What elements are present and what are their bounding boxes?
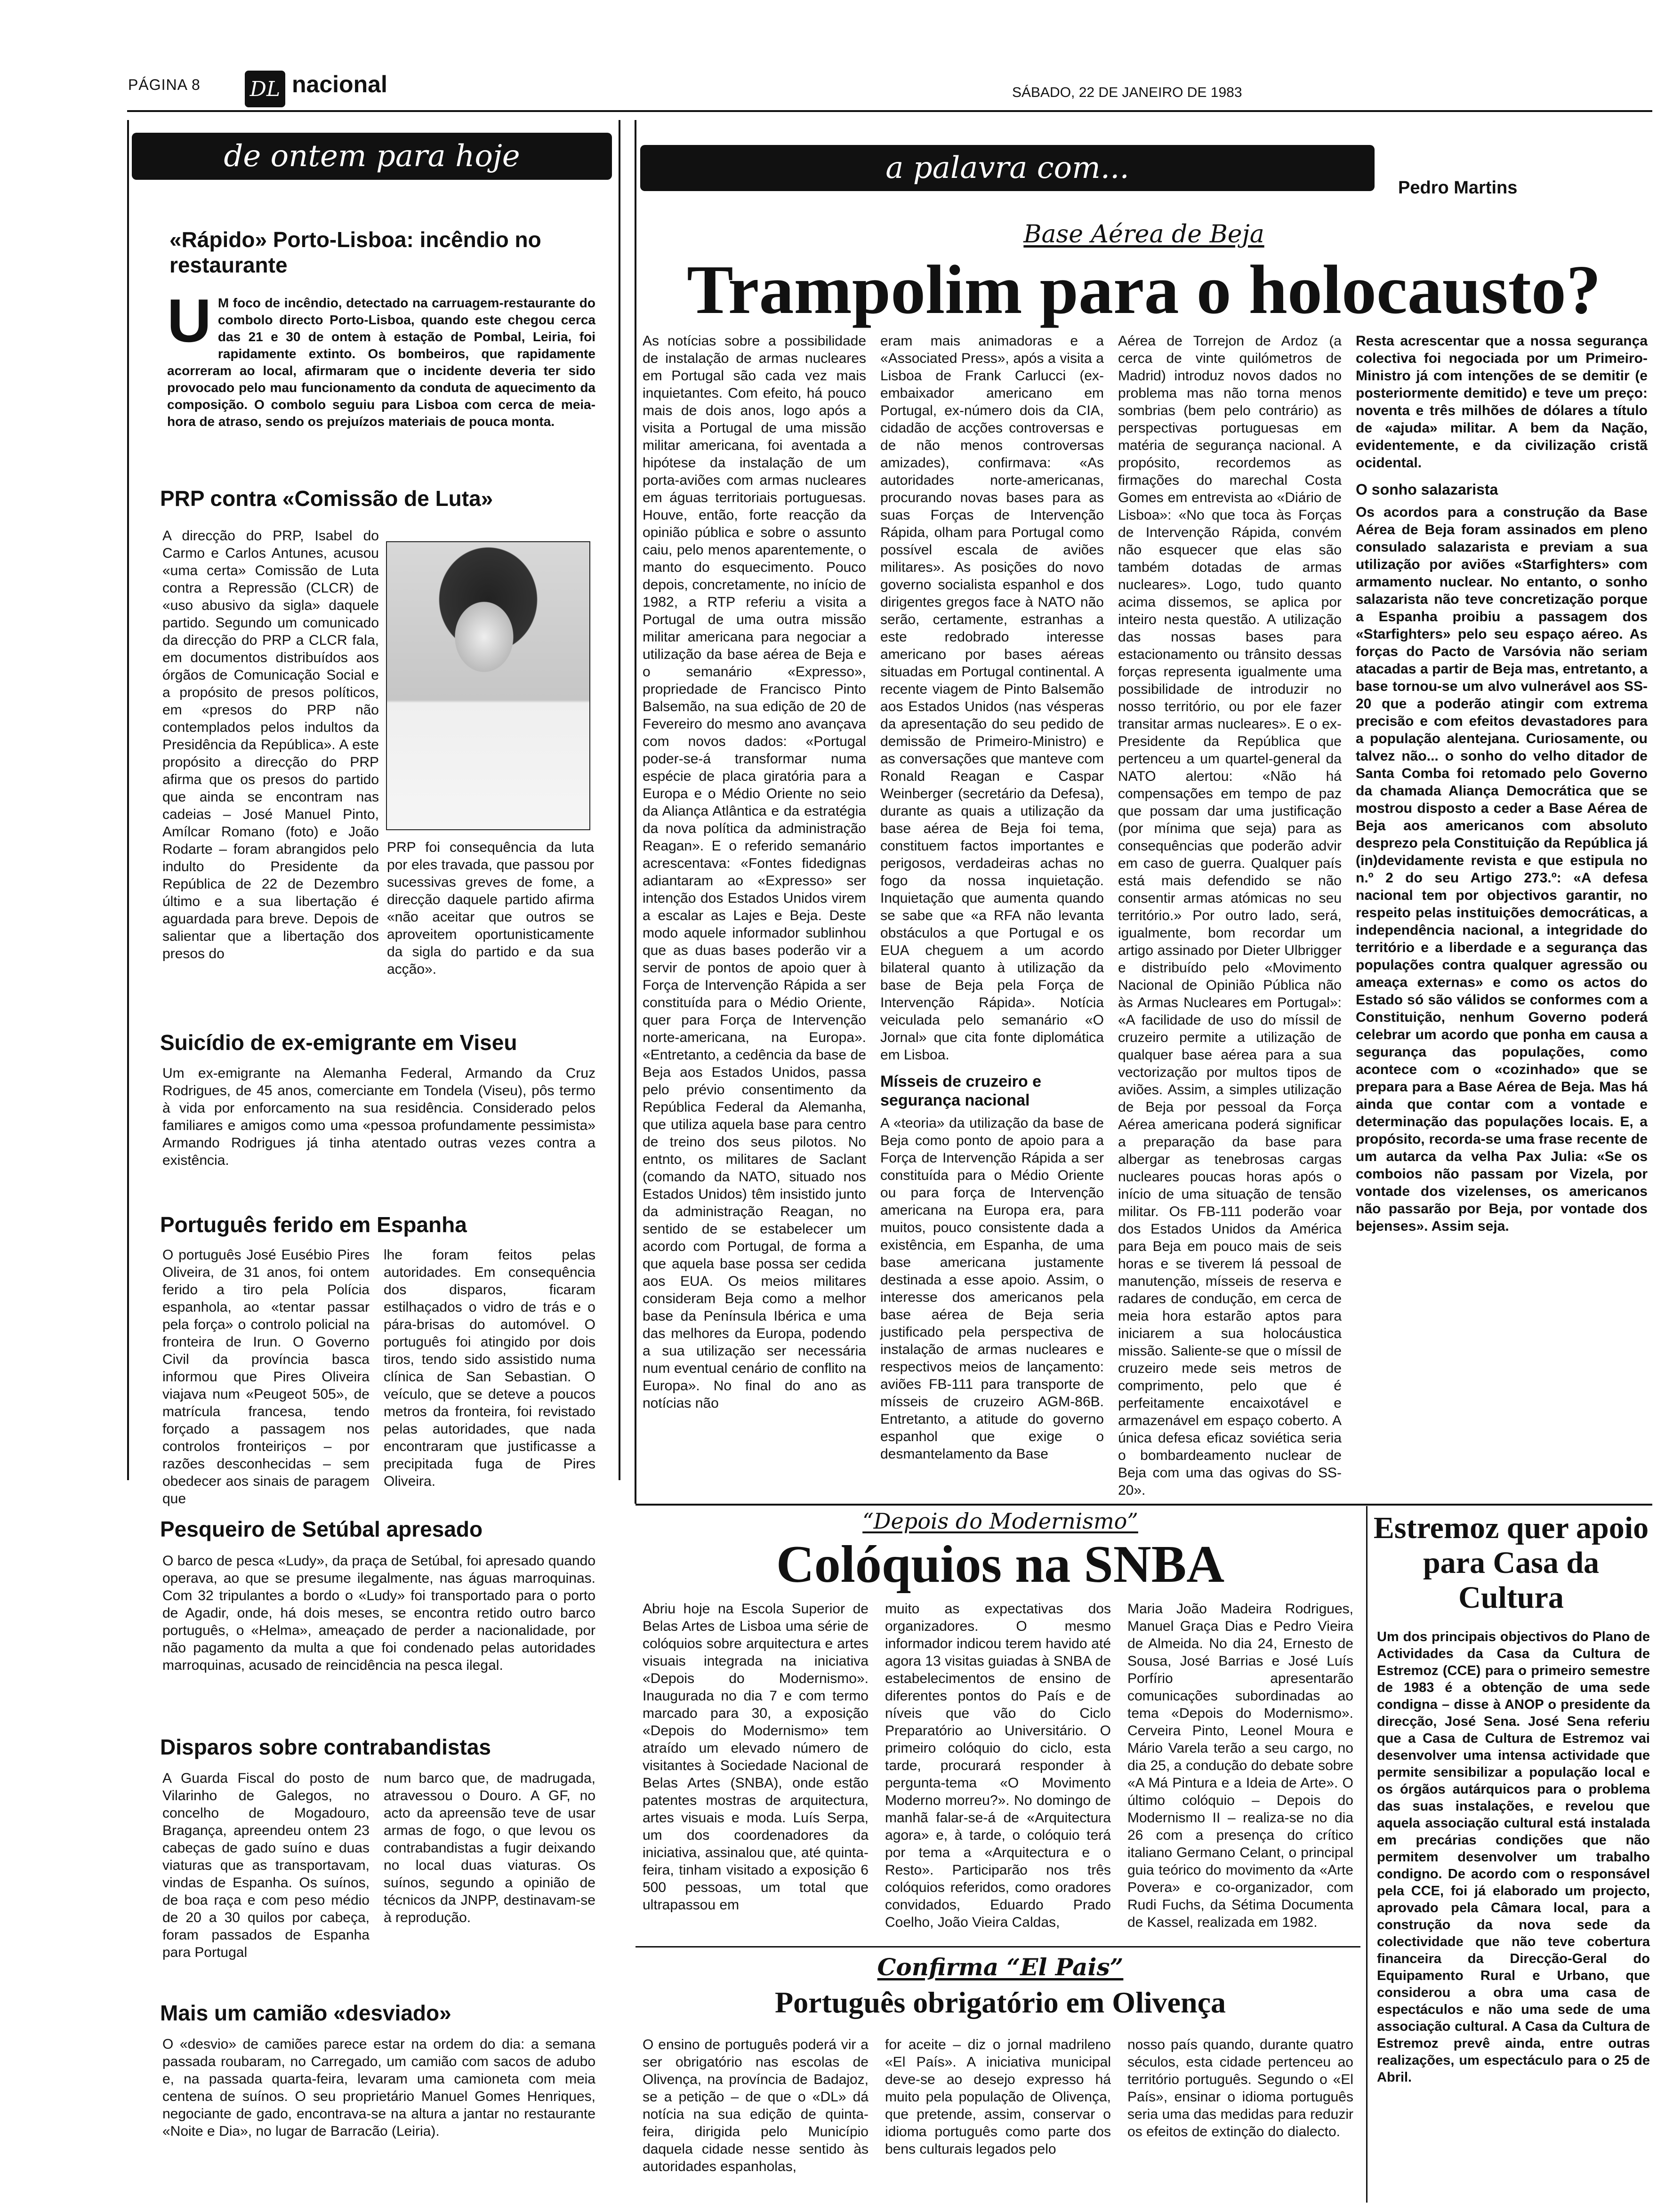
feature-col-4-text-b: Os acordos para a construção da Base Aérea de Beja foram assinados em pleno consulado salazarista e previam a sua utilização por aviões «Starfighters» com armamento nuclear. No entanto, o sonho salazarista não teve concretização porque a Espanha proibiu a passagem dos «Starfighters» pelo seu espaço aéreo. As forças do Pacto de Varsóvia não seriam atacadas a partir de Beja mas, entretanto, a base tornou-se um alvo vulnerável aos SS-20 que a poderão atingir com extrema precisão e com efeitos devastadores para a população alentejana. Curiosamente, ou talvez não... o sonho do velho ditador de Santa Comba foi retomado pelo Governo da chamada Aliança Democrática que se mostrou disposto a ceder a Base Aérea de Beja aos americanos com absoluto desprezo pela Constituição da República já (in)devidamente revista e que estipula no n.º 2 do seu Artigo 273.º: «A defesa nacional tem por objectivos garantir, no respeito pelas instituições democráticas, a independência nacional, a integridade do território e a liberdade e a segurança das populações contra qualquer agressão ou ameaça externas» e como os actos do Estado só são válidos se conformes com a Constituição, nenhum Governo poderá celebrar um acordo que ponha em causa a segurança das populações, como acontece com o «cozinhado» que se prepara para a Base Aérea de Beja. Mas há ainda que contar com a vontade e determinação das populações locais. E, a propósito, recorda-se uma frase recente de um autarca da velha Pax Julia: «Se os comboios não passam por Vizela, por vontade dos vizelenses, os americanos não passarão por Beja, por vontade dos bejenses». Assim seja. <box>1356 505 1648 1234</box>
snba-col-2: muito as expectativas dos organizadores. O mesmo informador indicou terem havido até agora 13 visitas guiadas à SNBA de estabelecimentos de ensino de diferentes pontos do País e de níveis que vão do Ciclo Preparatório ao Universitário. O primeiro colóquio do ciclo, esta tarde, procurará responder à pergunta-tema «O Movimento Moderno morreu?». No domingo de manhã falar-se-á de «Arquitectura agora» e, à tarde, o colóquio terá por tema a «Arquitectura e o Resto». Participarão nos três colóquios referidos, como oradores convidados, Eduardo Prado Coelho, João Vieira Caldas, <box>885 1601 1111 1930</box>
left-divider <box>619 120 620 1480</box>
drop-cap: U <box>167 286 211 355</box>
feature-col-3: Aérea de Torrejon de Ardoz (a cerca de vinte quilómetros de Madrid) introduz novos dados no problema mas não torna menos sombrias (bem pelo contrário) as perspectivas portuguesas em matéria de segurança nacional. A propósito, recordemos as firmações do marechal Costa Gomes em entrevista ao «Diário de Lisboa»: «No que toca às Forças de Intervenção Rápida, convém não esquecer que elas são também dotadas de armas nucleares». Logo, tudo quanto acima dissemos, se aplica por inteiro nesta questão. A utilização das nossas bases para estacionamento ou trânsito dessas forças representa igualmente uma possibilidade de introduzir no nosso território, ou por ele fazer transitar armas nucleares». E o ex-Presidente da República que pertenceu a um quartel-general da NATO alertou: «Não há compensações em tempo de paz que possam dar uma justificação (por mínima que seja) para as consequências que poderão advir em caso de guerra. Qualquer país está mais defendido se não consentir armas atómicas no seu território.» Por outro lado, será, igualmente, bom recordar um artigo assinado por Dieter Ulbrigger e distribuído pelo «Movimento Nacional de Opinião Pública não às Armas Nucleares em Portugal»: «A facilidade de uso do míssil de cruzeiro permite a utilização de qualquer base aérea para a sua vectorização por multos tipos de aviões. Assim, a simples utilização de Beja por pessoal da Força Aérea americana poderá significar a preparação da base para albergar as tenebrosas cargas nucleares poucas horas após o início de uma situação de tensão militar. Os FB-111 poderão voar dos Estados Unidos da América para Beja em pouco mais de seis horas e se tiverem lá pessoal de manutenção, mísseis de reserva e radares de condução, em cerca de meia hora estarão aptos para iniciarem a sua holocáustica missão. Saliente-se que o míssil de cruzeiro mede seis metros de comprimento, pelo que é perfeitamente encaixotável e armazenável em espaço coberto. A única defesa eficaz soviética seria o bombardeamento nuclear de Beja com uma das ogivas do SS-20». <box>1118 333 1342 1498</box>
article-title-suicide: Suicídio de ex-emigrante em Viseu <box>160 1030 517 1055</box>
article-body-spain-right: lhe foram feitos pelas autoridades. Em consequência dos disparos, ficaram estilhaçados o vidro de trás e o pára-brisas do automóvel. O português foi atingido por dois tiros, tendo sido assistido numa clínica de San Sebastian. O veículo, que se deteve a poucos metros da fronteira, foi revistado pelas autoridades, que nada encontraram que justificasse a precipitada fuga de Pires Oliveira. <box>384 1247 595 1489</box>
feature-left-rule <box>635 120 636 1504</box>
feature-kicker: Base Aérea de Beja <box>1023 220 1264 248</box>
snba-col-3: Maria João Madeira Rodrigues, Manuel Graça Dias e Pedro Vieira de Almeida. No dia 24, Ernesto de Sousa, José Barrias e José Luís Porfírio apresentarão comunicações subordinadas ao tema «Depois do Modernismo». Cerveira Pinto, Leonel Moura e Mário Varela terão a seu cargo, no dia 25, a condução do debate sobre «A Má Pintura e a Ideia de Arte». O último colóquio – Depois do Modernismo II – realiza-se no dia 26 com a presença do crítico italiano Germano Celant, o principal guia teórico do movimento da «Arte Povera» e co-organizador, com Rudi Fuchs, da Sétima Documenta de Kassel, realizada em 1982. <box>1127 1601 1353 1930</box>
section-banner-left: de ontem para hoje <box>132 133 612 180</box>
newspaper-logo: DL <box>245 71 285 107</box>
estremoz-body: Um dos principais objectivos do Plano de Actividades da Casa da Cultura de Estremoz (CCE) para o primeiro semestre de 1983 é a obtenção de uma sede condigna – disse à ANOP o presidente da direcção, José Sena. José Sena referiu que a Casa de Cultura de Estremoz vai desenvolver uma intensa actividade que permite sensibilizar a população local e os órgãos autárquicos para o problema das suas instalações, e revelou que aquela associação cultural está instalada em precárias condições que não permitem desenvolver um trabalho condigno. De acordo com o responsável pela CCE, foi já elaborado um projecto, aprovado pela Câmara local, para a construção da nova sede da colectividade que não teve cobertura financeira da Direcção-Geral do Equipamento Rural e Urbano, que considerou a obra uma casa de espectáculos e não uma sede de uma associação cultural. A Casa da Cultura de Estremoz prevê ainda, entre outras realizações, um espectáculo para o 25 de Abril. <box>1377 1629 1650 2085</box>
feature-col-2 <box>880 332 1104 1462</box>
feature-col-4 <box>1356 332 1648 1368</box>
issue-date: SÁBADO, 22 DE JANEIRO DE 1983 <box>1012 85 1242 100</box>
feature-bottom-rule <box>635 1504 1652 1506</box>
feature-col-1: As notícias sobre a possibilidade de instalação de armas nucleares em Portugal são cada vez mais inquietantes. Com efeito, há pouco mais de dois anos, logo após a visita a Portugal de uma missão militar americana, foi aventada a hipótese da instalação de um porta-aviões com armas nucleares em águas territoriais portuguesas. Houve, então, forte reacção da opinião pública e sobre o assunto caiu, pelo menos aparentemente, o manto do esquecimento. Pouco depois, concretamente, no início de 1982, a RTP referiu a visita a Portugal de uma outra missão militar americana para negociar a utilização da base aérea de Beja e o semanário «Expresso», propriedade de Francisco Pinto Balsemão, na sua edição de 20 de Fevereiro do mesmo ano avançava com novos dados: «Portugal poder-se-á transformar numa espécie de placa giratória para a Europa e o Médio Oriente no seio da Aliança Atlântica e da estratégia da nova política da administração Reagan». E o referido semanário acrescentava: «Fontes fidedignas adiantaram ao «Expresso» ser intenção dos Estados Unidos virem a escalar as Lajes e Beja. Deste modo aquele informador sublinhou que as duas bases poderão vir a servir de pontos de apoio quer à Força de Intervenção Rápida a ser constituída para o Médio Oriente, quer para Força de Intervenção norte-americana, na Europa». «Entretanto, a cedência da base de Beja aos Estados Unidos, passa pelo prévio consentimento da República Federal da Alemanha, que utiliza aquela base para centro de treino dos seus pilotos. No entnto, os militares de Saclant (comando da NATO, situado nos Estados Unidos) têm insistido junto da administração Reagan, no sentido de se estabelecer um acordo com Portugal, de forma a que aquela base possa ser cedida aos EUA. Os meios militares consideram Beja como a melhor base da Península Ibérica e uma das melhores da Europa, podendo a sua utilização ser necessária num eventual cenário de conflito na Europa». No final do ano as notícias não <box>643 333 866 1411</box>
article-body-suicide: Um ex-emigrante na Alemanha Federal, Armando da Cruz Rodrigues, de 45 anos, comerciante em Tondela (Viseu), pôs termo à vida por enforcamento na sua residência. Considerado pelos familiares e amigos como uma «pessoa profundamente pessimista» Armando Rodrigues já tinha atentado outras vezes contra a existência. <box>162 1066 595 1168</box>
section-name: nacional <box>292 71 387 97</box>
olivenca-col-2: for aceite – diz o jornal madrileno «El País». A iniciativa municipal deve-se ao desejo expresso há muito pela população de Olivença, que pretende, assim, conservar o idioma português como parte dos bens culturais legados pelo <box>885 2037 1111 2157</box>
article-body-prp-right: PRP foi consequência da luta por eles travada, que passou por sucessivas greves de fome, a direcção daquele partido afirma «não aceitar que outros se aproveitem oportunisticamente da sigla do partido e da sua acção». <box>387 840 594 977</box>
article-title-spain: Português ferido em Espanha <box>160 1212 467 1237</box>
feature-col-2-text: eram mais animadoras e a «Associated Press», após a visita a Lisboa de Frank Carlucci (ex-embaixador americano em Portugal, ex-número dois da CIA, cidadão de acções controversas e de não menos controversas amizades), confirmava: «As autoridades norte-americanas, procurando novas bases para as suas Forças de Intervenção Rápida, olham para Portugal como possível escala de aviões militares». As posições do novo governo socialista espanhol e dos dirigentes gregos face à NATO não serão, certamente, estranhas a este redobrado interesse americano por bases aéreas situadas em Portugal continental. A recente viagem de Pinto Balsemão aos Estados Unidos (nas vésperas da apresentação do seu pedido de demissão de Primeiro-Ministro) e as conversações que manteve com Ronald Reagan e Caspar Weinberger (secretário da Defesa), durante as quais a utilização da base aérea de Beja foi tema, constituem factos importantes e perigosos, verdadeiras achas no fogo da nossa inquietação. Inquietação que aumenta quando se sabe que «a RFA não levanta obstáculos a que Portugal e os EUA cheguem a um acordo bilateral quanto à utilização da base de Beja pela Força de Intervenção Rápida». Notícia veiculada pelo semanário «O Jornal» que cita fonte diplomática em Lisboa. <box>880 333 1104 1063</box>
article-body-prp-left: A direcção do PRP, Isabel do Carmo e Carlos Antunes, acusou «uma certa» Comissão de Luta contra a Repressão (CLCR) de «uso abusivo da sigla» daquele partido. Segundo um comunicado da direcção do PRP a CLCR fala, em documentos distribuídos aos órgãos de Comunicação Social e a propósito de presos políticos, em «presos do PRP não contemplados pelos indultos da Presidência da República». A este propósito a direcção do PRP afirma que os presos do partido que ainda se encontram nas cadeias – José Manuel Pinto, Amílcar Romano (foto) e João Rodarte – foram abrangidos pelo indulto do Presidente da República de 22 de Dezembro último e a sua libertação é aguardada para breve. Depois de salientar que a libertação dos presos do <box>162 528 379 962</box>
olivenca-headline: Português obrigatório em Olivença <box>774 1986 1226 2019</box>
feature-col-2-text-b: A «teoria» da utilização da base de Beja como ponto de apoio para a Força de Intervenção Rápida a ser constituída para o Médio Oriente ou para força de Intervenção americana na Europa era, para muitos, pouco consistente dada a existência, em Espanha, de uma base americana justamente destinada a esse apoio. Assim, o interesse dos americanos pela base aérea de Beja seria justificado pela perspectiva de instalação de armas nucleares e respectivos meios de lançamento: aviões FB-111 para transporte de mísseis de cruzeiro AGM-86B. Entretanto, a atitude do governo espanhol que exige o desmantelamento da Base <box>880 1115 1104 1462</box>
olivenca-top-rule <box>635 1946 1360 1948</box>
feature-col-4-subhead: O sonho salazarista <box>1356 481 1498 498</box>
feature-col-4-text: Resta acrescentar que a nossa segurança colectiva foi negociada por um Primeiro-Ministro já com intenções de se demitir (e posteriormente demitido) e teve um preço: noventa e três milhões de dólares a título de «ajuda» militar. A bem da Nação, evidentemente, e da civilização cristã ocidental. <box>1356 333 1648 471</box>
article-body-smugglers-left: A Guarda Fiscal do posto de Vilarinho de Galegos, no concelho de Mogadouro, Bragança, apreendeu ontem 23 cabeças de gado suíno e duas viaturas que as transportavam, vindas de Espanha. Os suínos, de boa raça e com peso médio de 20 a 30 quilos por cabeça, foram passados de Espanha para Portugal <box>162 1771 370 1960</box>
article-body-fishing: O barco de pesca «Ludy», da praça de Setúbal, foi apresado quando operava, ao que se presume ilegalmente, nas águas marroquinas. Com 32 tripulantes a bordo o «Ludy» foi transportado para o porto de Agadir, onde, há dois meses, se encontra retido outro barco português, o «Helma», ameaçado de perder a nacionalidade, por não pagamento da multa a que foi condenado pelas autoridades marroquinas, acusado de reincidência na pesca ilegal. <box>162 1553 595 1673</box>
article-body-smugglers-right: num barco que, de madrugada, atravessou o Douro. A GF, no acto da apreensão teve de usar armas de fogo, o que levou os contrabandistas a fugir deixando no local duas viaturas. Os suínos, segundo a opinião de técnicos da JNPP, destinavam-se à reprodução. <box>384 1771 595 1925</box>
left-column-rule <box>127 120 129 1480</box>
feature-col-2-subhead: Mísseis de cruzeiro e segurança nacional <box>880 1073 1042 1109</box>
masthead-rule <box>127 110 1652 112</box>
author-byline: Pedro Martins <box>1398 178 1518 198</box>
snba-kicker: “Depois do Modernismo” <box>862 1508 1138 1534</box>
article-title-truck: Mais um camião «desviado» <box>160 2001 451 2025</box>
article-title-fishing: Pesqueiro de Setúbal apresado <box>160 1517 483 1541</box>
estremoz-left-rule <box>1366 1506 1367 2203</box>
article-body-spain-left: O português José Eusébio Pires Oliveira, de 31 anos, foi ontem ferido a tiro pela Polícia espanhola, ao «tentar passar pela força» o controlo policial na fronteira de Irun. O Governo Civil da província basca informou que Pires Oliveira viajava num «Peugeot 505», de matrícula francesa, tendo forçado a passagem nos controlos fronteiriços – por razões desconhecidas – sem obedecer aos sinais de paragem que <box>162 1247 370 1507</box>
article-body-truck: O «desvio» de camiões parece estar na ordem do dia: a semana passada roubaram, no Carregado, um camião com sacos de adubo e, na passada quarta-feira, levaram uma camioneta com meia centena de suínos. O seu proprietário Manuel Gomes Henriques, negociante de gado, encontrava-se na altura a jantar no restaurante «Noite e Dia», no lugar de Barracão (Leiria). <box>162 2036 595 2139</box>
article-title-smugglers: Disparos sobre contrabandistas <box>160 1735 491 1759</box>
page-number: PÁGINA 8 <box>128 76 201 93</box>
feature-headline: Trampolim para o holocausto? <box>687 251 1601 329</box>
article-title-fire: «Rápido» Porto-Lisboa: incêndio no restaurante <box>169 227 541 277</box>
snba-headline: Colóquios na SNBA <box>776 1535 1225 1594</box>
portrait-photo <box>386 541 590 830</box>
olivenca-col-3: nosso país quando, durante quatro séculos, esta cidade pertenceu ao território português. Segundo o «El País», ensinar o idioma português seria uma das medidas para reduzir os efeitos de extinção do dialecto. <box>1127 2037 1353 2140</box>
olivenca-kicker: Confirma “El Pais” <box>877 1953 1124 1981</box>
olivenca-col-1: O ensino de português poderá vir a ser obrigatório nas escolas de Olivença, na província de Badajoz, se a petição – de que o «DL» dá notícia na sua edição de quinta-feira, dirigida pelo Município daquela cidade nesse sentido às autoridades espanholas, <box>643 2037 869 2174</box>
estremoz-headline: Estremoz quer apoio para Casa da Cultura <box>1373 1511 1649 1615</box>
section-banner-feature: a palavra com... <box>640 145 1375 191</box>
article-title-prp: PRP contra «Comissão de Luta» <box>160 486 493 511</box>
snba-col-1: Abriu hoje na Escola Superior de Belas Artes de Lisboa uma série de colóquios sobre arquitectura e artes visuais integrada na iniciativa «Depois do Modernismo». Inaugurada no dia 7 e com termo marcado para 30, a exposição «Depois do Modernismo» tem atraído um elevado número de visitantes à Sociedade Nacional de Belas Artes (SNBA), onde estão patentes mostras de arquitectura, artes visuais e moda. Luís Serpa, um dos coordenadores da iniciativa, assinalou que, até quinta-feira, tinham visitado a exposição 6 500 pessoas, um total que ultrapassou em <box>643 1601 869 1913</box>
article-body-fire: U M foco de incêndio, detectado na carruagem-restaurante do combolo directo Porto-Lisboa, quando este chegou cerca das 21 e 30 de ontem à estação de Pombal, Leiria, foi rapidamente extinto. Os bombeiros, que rapidamente acorreram ao local, afirmaram que o incidente deveria ter sido provocado pelo mau funcionamento da conduta de aquecimento da composição. O combolo seguiu para Lisboa com cerca de meia-hora de atraso, sendo os prejuízos materiais de pouca monta. <box>167 286 595 429</box>
